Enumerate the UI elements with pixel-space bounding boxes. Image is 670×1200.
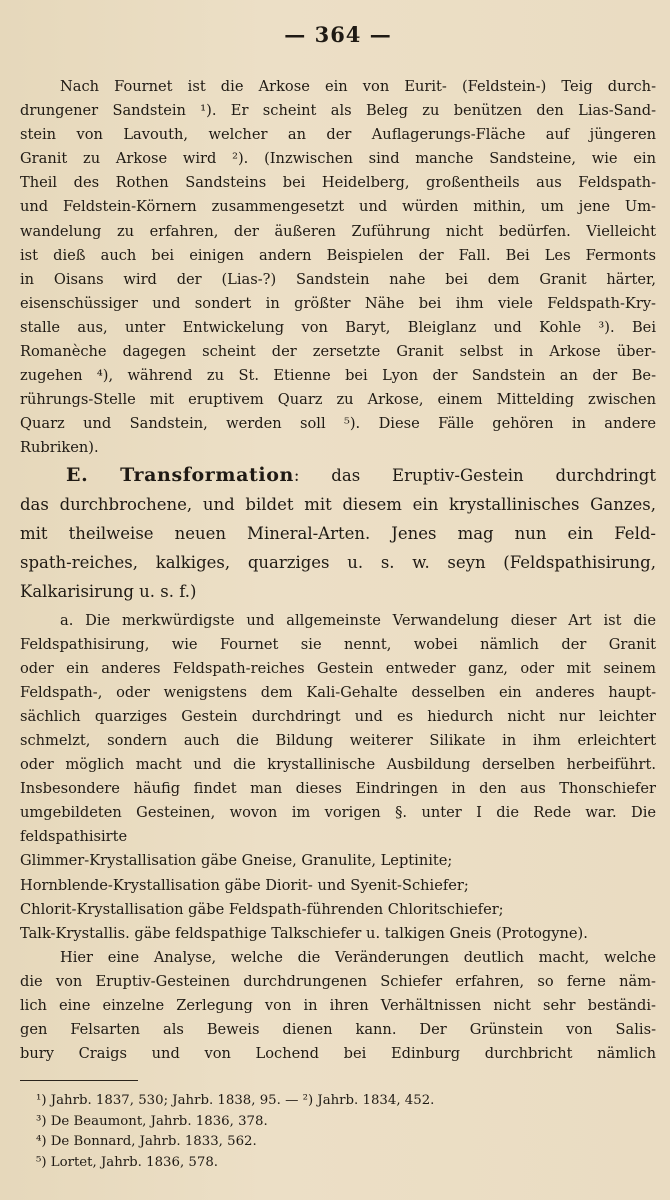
paragraph-feldspathisirung xyxy=(20,609,656,850)
footnote xyxy=(20,1112,656,1133)
footnote-mark: ¹) xyxy=(36,1093,47,1109)
footnote-text: Jahrb. 1837, 530; Jahrb. 1838, 95. — ²) Jahrb. 1834, 452. xyxy=(50,1093,435,1109)
text-line: sächlich quarziges Gestein durchdringt und es hiedurch nicht nur leichter xyxy=(20,707,656,725)
list-item: Hornblende-Krystallisation gäbe Diorit- und Syenit-Schiefer; xyxy=(20,876,469,894)
footnote-mark: ⁴) xyxy=(36,1134,47,1150)
footnote-divider xyxy=(20,1080,138,1081)
text-line: Feldspathisirung, wie Fournet sie nennt, wobei nämlich der Granit xyxy=(20,635,656,653)
text-line: Rubriken). xyxy=(20,439,99,457)
footnote-text: De Bonnard, Jahrb. 1833, 562. xyxy=(50,1134,257,1150)
text-line: gen Felsarten als Beweis dienen kann. Der Grünstein von Salis- xyxy=(20,1021,656,1039)
paragraph-arkose xyxy=(20,75,656,461)
section-heading-line xyxy=(20,461,656,490)
section-heading-text: : das Eruptiv-Gestein durchdringt xyxy=(293,465,656,485)
text-line: stein von Lavouth, welcher an der Auflagerungs-Fläche auf jüngeren xyxy=(20,126,656,144)
text-line: stalle aus, unter Entwickelung von Baryt, Bleiglanz und Kohle ³). Bei xyxy=(20,318,656,336)
text-line: zugehen ⁴), während zu St. Etienne bei Lyon der Sandstein an der Be- xyxy=(20,367,656,385)
text-line: Romanèche dagegen scheint der zersetzte Granit selbst in Arkose über- xyxy=(20,343,656,361)
text-line: Hier eine Analyse, welche die Veränderungen deutlich macht, welche xyxy=(60,948,656,966)
text-line: Quarz und Sandstein, werden soll ⁵). Diese Fälle gehören in andere xyxy=(20,415,656,433)
footnote xyxy=(20,1091,656,1112)
text-line: und Feldstein-Körnern zusammengesetzt und würden mithin, um jene Um- xyxy=(20,198,656,216)
section-e xyxy=(20,461,656,606)
section-text-line: mit theilweise neuen Mineral-Arten. Jenes mag nun ein Feld- xyxy=(20,523,656,543)
list-item: Talk-Krystallis. gäbe feldspathige Talkschiefer u. talkigen Gneis (Protogyne). xyxy=(20,924,588,942)
footnote xyxy=(20,1153,656,1174)
footnote-text: Lortet, Jahrb. 1836, 578. xyxy=(50,1154,219,1170)
text-line: schmelzt, sondern auch die Bildung weiterer Silikate in ihm erleichtert xyxy=(20,731,656,749)
footnote-text: De Beaumont, Jahrb. 1836, 378. xyxy=(50,1113,268,1129)
text-line: oder möglich macht und die krystallinische Ausbildung derselben herbeiführt. xyxy=(20,756,656,774)
section-text-line: das durchbrochene, und bildet mit diesem ein krystallinisches Ganzes, xyxy=(20,494,656,514)
text-line: oder ein anderes Feldspath-reiches Gestein entweder ganz, oder mit seinem xyxy=(20,659,656,677)
text-line: in Oisans wird der (Lias-?) Sandstein nahe bei dem Granit härter, xyxy=(20,270,656,288)
text-line: umgebildeten Gesteinen, wovon im vorigen §. unter I die Rede war. Die xyxy=(20,804,656,822)
page-number: — 364 — xyxy=(284,22,392,47)
crystallisation-list xyxy=(20,849,656,945)
footnote-mark: ⁵) xyxy=(36,1154,47,1170)
text-line: ist dieß auch bei einigen andern Beispielen der Fall. Bei Les Fermonts xyxy=(20,246,656,264)
text-line: lich eine einzelne Zerlegung von in ihren Verhältnissen nicht sehr beständi- xyxy=(20,997,656,1014)
text-line: wandelung zu erfahren, der äußeren Zuführung nicht bedürfen. Vielleicht xyxy=(20,222,656,240)
section-label: E. xyxy=(66,463,89,486)
section-text-line: spath-reiches, kalkiges, quarziges u. s. w. seyn (Feldspathisirung, xyxy=(20,552,656,572)
text-line: Feldspath-, oder wenigstens dem Kali-Gehalte desselben ein anderes haupt- xyxy=(20,683,656,701)
footnote-mark: ³) xyxy=(36,1113,47,1129)
text-line: Granit zu Arkose wird ²). (Inzwischen sind manche Sandsteine, wie ein xyxy=(20,150,656,168)
text-line: feldspathisirte xyxy=(20,828,128,846)
footnote xyxy=(20,1132,656,1153)
text-line: Insbesondere häufig findet man dieses Eindringen in den aus Thonschiefer xyxy=(20,780,656,798)
text-line: drungener Sandstein ¹). Er scheint als Beleg zu benützen den Lias-Sand- xyxy=(20,102,656,120)
text-line: rührungs-Stelle mit eruptivem Quarz zu Arkose, einem Mittelding zwischen xyxy=(20,391,656,409)
text-line: die von Eruptiv-Gesteinen durchdrungenen Schiefer erfahren, so ferne näm- xyxy=(20,972,656,990)
list-item: Chlorit-Krystallisation gäbe Feldspath-führenden Chloritschiefer; xyxy=(20,900,504,918)
footnotes xyxy=(20,1091,656,1173)
paragraph-analysis xyxy=(20,946,656,1066)
section-text-line: Kalkarisirung u. s. f.) xyxy=(20,581,197,601)
text-line: eisenschüssiger und sondert in größter Nähe bei ihm viele Feldspath-Kry- xyxy=(20,294,656,312)
text-line: Nach Fournet ist die Arkose ein von Eurit- (Feldstein-) Teig durch- xyxy=(60,78,656,95)
section-title: Transformation xyxy=(120,463,294,486)
list-item: Glimmer-Krystallisation gäbe Gneise, Granulite, Leptinite; xyxy=(20,852,453,870)
text-line: bury Craigs und von Lochend bei Edinburg durchbricht nämlich xyxy=(20,1045,656,1063)
text-line: a. Die merkwürdigste und allgemeinste Verwandelung dieser Art ist die xyxy=(60,611,656,629)
text-line: Theil des Rothen Sandsteins bei Heidelberg, großentheils aus Feldspath- xyxy=(20,174,656,192)
